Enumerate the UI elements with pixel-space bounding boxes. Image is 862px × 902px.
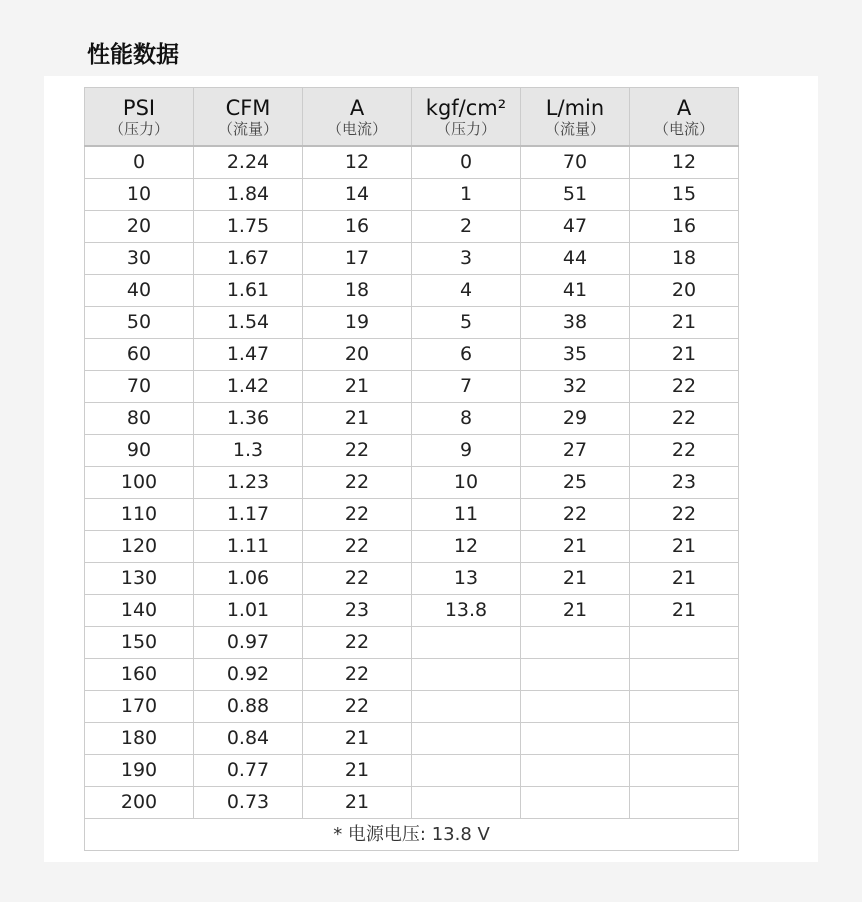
table-row: [85, 371, 739, 403]
table-cell: 1.67: [194, 243, 303, 275]
table-cell: [521, 691, 630, 723]
table-cell: 23: [630, 467, 739, 499]
table-cell: 22: [630, 499, 739, 531]
table-cell: 1.06: [194, 563, 303, 595]
table-body: [85, 146, 739, 819]
table-cell: 70: [521, 146, 630, 179]
table-row: [85, 403, 739, 435]
table-row: [85, 787, 739, 819]
table-row: [85, 659, 739, 691]
table-cell: 10: [85, 179, 194, 211]
table-cell: 0.77: [194, 755, 303, 787]
column-header-sublabel: （压力）: [108, 119, 169, 138]
table-cell: [630, 627, 739, 659]
table-cell: 90: [85, 435, 194, 467]
table-cell: 1.75: [194, 211, 303, 243]
table-cell: [630, 723, 739, 755]
table-cell: 21: [303, 755, 412, 787]
table-cell: [521, 723, 630, 755]
table-row: [85, 275, 739, 307]
table-cell: 22: [521, 499, 630, 531]
header-row: [85, 88, 739, 147]
table-cell: 21: [303, 371, 412, 403]
footnote: * 电源电压: 13.8 V: [85, 819, 739, 851]
table-cell: 1.47: [194, 339, 303, 371]
table-cell: [630, 787, 739, 819]
table-cell: 27: [521, 435, 630, 467]
table-cell: [412, 659, 521, 691]
table-row: [85, 211, 739, 243]
footnote-row: [85, 819, 739, 851]
table-cell: 5: [412, 307, 521, 339]
table-cell: 100: [85, 467, 194, 499]
table-row: [85, 627, 739, 659]
table-cell: 18: [630, 243, 739, 275]
table-cell: 1.17: [194, 499, 303, 531]
table-cell: 1.23: [194, 467, 303, 499]
table-cell: 20: [630, 275, 739, 307]
column-header-label: PSI: [122, 95, 156, 120]
table-cell: 21: [630, 531, 739, 563]
table-cell: [630, 691, 739, 723]
table-cell: 80: [85, 403, 194, 435]
table-cell: 22: [630, 371, 739, 403]
table-cell: [412, 755, 521, 787]
table-cell: 30: [85, 243, 194, 275]
column-header-label: A: [349, 95, 365, 120]
table-cell: 0: [85, 146, 194, 179]
column-header-amps-metric: [630, 88, 739, 147]
table-row: [85, 435, 739, 467]
table-cell: 1.3: [194, 435, 303, 467]
column-header-l-min: [521, 88, 630, 147]
table-cell: 12: [412, 531, 521, 563]
table-cell: [521, 659, 630, 691]
table-cell: 120: [85, 531, 194, 563]
column-header-label: A: [676, 95, 692, 120]
table-cell: 2: [412, 211, 521, 243]
column-header-sublabel: （电流）: [653, 119, 714, 138]
table-row: [85, 243, 739, 275]
table-cell: 200: [85, 787, 194, 819]
table-cell: 14: [303, 179, 412, 211]
table-row: [85, 146, 739, 179]
table-cell: 12: [630, 146, 739, 179]
table-cell: 12: [303, 146, 412, 179]
table-cell: 150: [85, 627, 194, 659]
table-cell: 1.36: [194, 403, 303, 435]
table-cell: 21: [303, 787, 412, 819]
table-cell: 18: [303, 275, 412, 307]
table-cell: 22: [303, 659, 412, 691]
table-cell: 15: [630, 179, 739, 211]
table-cell: 40: [85, 275, 194, 307]
table-cell: 0.88: [194, 691, 303, 723]
table-cell: 44: [521, 243, 630, 275]
table-cell: 21: [630, 563, 739, 595]
table-cell: 9: [412, 435, 521, 467]
table-cell: [412, 723, 521, 755]
table-cell: 13: [412, 563, 521, 595]
table-cell: 7: [412, 371, 521, 403]
table-footer: [85, 819, 739, 851]
table-cell: 16: [630, 211, 739, 243]
table-cell: 0.92: [194, 659, 303, 691]
table-cell: 20: [303, 339, 412, 371]
table-cell: 110: [85, 499, 194, 531]
table-cell: 60: [85, 339, 194, 371]
table-cell: 140: [85, 595, 194, 627]
table-cell: [630, 755, 739, 787]
table-cell: [412, 691, 521, 723]
table-row: [85, 723, 739, 755]
table-cell: 22: [303, 531, 412, 563]
table-row: [85, 307, 739, 339]
table-cell: 0.97: [194, 627, 303, 659]
table-cell: [412, 627, 521, 659]
column-header-kgf-cm2: [412, 88, 521, 147]
table-cell: 21: [303, 403, 412, 435]
table-cell: [630, 659, 739, 691]
table-row: [85, 179, 739, 211]
table-cell: 22: [303, 563, 412, 595]
table-row: [85, 531, 739, 563]
table-cell: 1: [412, 179, 521, 211]
table-cell: 17: [303, 243, 412, 275]
table-cell: 21: [630, 307, 739, 339]
table-cell: 0.73: [194, 787, 303, 819]
table-cell: 21: [521, 595, 630, 627]
column-header-sublabel: （流量）: [544, 119, 605, 138]
table-cell: 21: [521, 563, 630, 595]
table-cell: 1.54: [194, 307, 303, 339]
table-cell: 41: [521, 275, 630, 307]
table-cell: 21: [521, 531, 630, 563]
table-row: [85, 563, 739, 595]
table-cell: 170: [85, 691, 194, 723]
table-cell: 160: [85, 659, 194, 691]
table-cell: 1.61: [194, 275, 303, 307]
table-cell: 13.8: [412, 595, 521, 627]
table-cell: 21: [303, 723, 412, 755]
column-header-sublabel: （压力）: [435, 119, 496, 138]
table-cell: 21: [630, 339, 739, 371]
column-header-label: CFM: [225, 95, 271, 120]
table-cell: 2.24: [194, 146, 303, 179]
table-cell: 1.84: [194, 179, 303, 211]
column-header-sublabel: （流量）: [217, 119, 278, 138]
column-header-sublabel: （电流）: [326, 119, 387, 138]
table-row: [85, 499, 739, 531]
table-row: [85, 691, 739, 723]
table-cell: 1.01: [194, 595, 303, 627]
table-cell: 35: [521, 339, 630, 371]
table-row: [85, 339, 739, 371]
table-row: [85, 467, 739, 499]
table-cell: 190: [85, 755, 194, 787]
table-cell: 0: [412, 146, 521, 179]
table-cell: 22: [303, 691, 412, 723]
table-cell: 22: [630, 435, 739, 467]
table-cell: 19: [303, 307, 412, 339]
table-cell: 22: [303, 627, 412, 659]
table-cell: 4: [412, 275, 521, 307]
table-cell: [521, 787, 630, 819]
table-cell: 3: [412, 243, 521, 275]
table-cell: 130: [85, 563, 194, 595]
column-header-label: L/min: [545, 95, 605, 120]
column-header-psi: [85, 88, 194, 147]
table-cell: 51: [521, 179, 630, 211]
table-cell: 70: [85, 371, 194, 403]
table-cell: 1.42: [194, 371, 303, 403]
table-cell: 32: [521, 371, 630, 403]
column-header-label: kgf/cm²: [425, 95, 507, 120]
table-cell: 21: [630, 595, 739, 627]
table-cell: 50: [85, 307, 194, 339]
table-cell: 0.84: [194, 723, 303, 755]
table-cell: 25: [521, 467, 630, 499]
table-row: [85, 755, 739, 787]
table-cell: 23: [303, 595, 412, 627]
table-cell: 180: [85, 723, 194, 755]
table-cell: [521, 755, 630, 787]
table-cell: 20: [85, 211, 194, 243]
performance-table: [84, 87, 739, 851]
table-cell: 10: [412, 467, 521, 499]
table-cell: 22: [303, 467, 412, 499]
table-cell: 6: [412, 339, 521, 371]
table-cell: [521, 627, 630, 659]
table-cell: [412, 787, 521, 819]
table-cell: 29: [521, 403, 630, 435]
page-title: 性能数据: [87, 42, 179, 68]
table-cell: 16: [303, 211, 412, 243]
table-header: [85, 88, 739, 147]
table-row: [85, 595, 739, 627]
table-cell: 22: [303, 435, 412, 467]
column-header-cfm: [194, 88, 303, 147]
table-cell: 11: [412, 499, 521, 531]
table-cell: 22: [303, 499, 412, 531]
table-cell: 38: [521, 307, 630, 339]
table-cell: 8: [412, 403, 521, 435]
table-cell: 22: [630, 403, 739, 435]
table-cell: 47: [521, 211, 630, 243]
column-header-amps-imperial: [303, 88, 412, 147]
table-cell: 1.11: [194, 531, 303, 563]
